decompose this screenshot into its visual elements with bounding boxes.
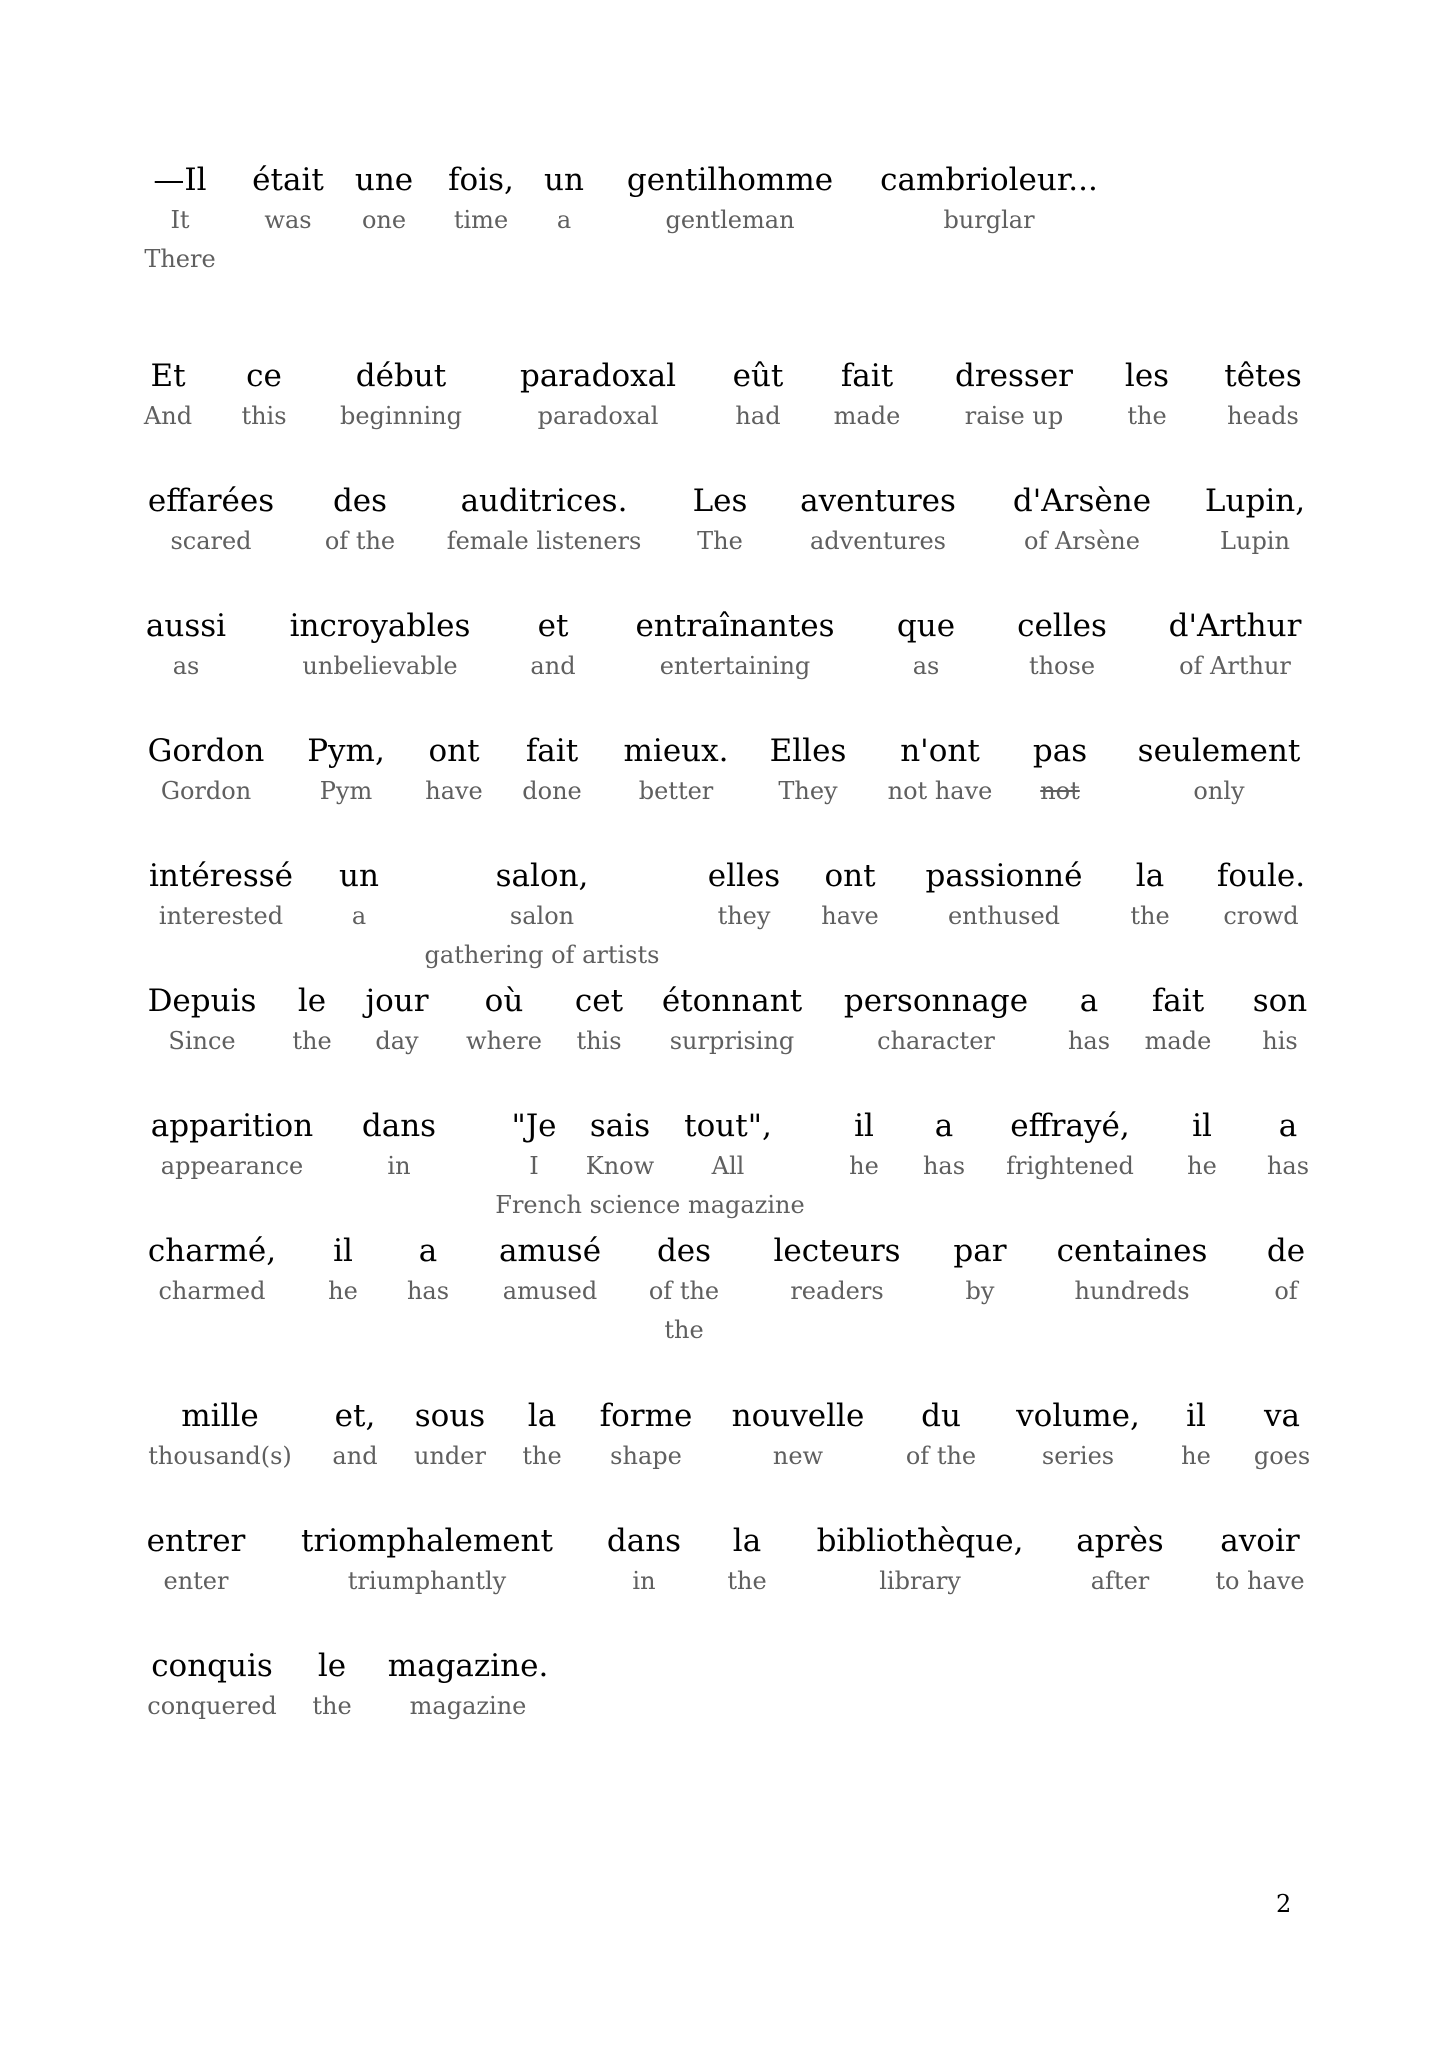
french-word: pas [1032,733,1088,769]
english-gloss: the [1130,902,1170,930]
word-pair [1024,731,1096,811]
french-word: entraînantes [635,608,835,644]
english-gloss: this [576,1027,622,1055]
word-pair [286,981,338,1061]
english-gloss: not have [887,777,993,805]
french-word: Et [150,358,186,394]
french-word: effarées [147,483,275,519]
english-gloss: has [1266,1152,1310,1180]
french-word: la [732,1523,762,1559]
french-word: incroyables [289,608,471,644]
word-pair [880,606,972,686]
word-pair [440,160,522,240]
english-gloss: The [697,527,743,555]
french-word: avoir [1220,1523,1300,1559]
french-word: ont [428,733,480,769]
english-gloss-alt: There [144,245,216,273]
english-gloss: made [1144,1027,1212,1055]
word-pair [328,856,390,936]
word-pair [1256,1106,1320,1186]
word-pair [140,856,302,936]
english-gloss: and [332,1442,378,1470]
english-gloss: goes [1253,1442,1311,1470]
french-word: dans [606,1523,682,1559]
french-word: du [921,1398,961,1434]
french-word: intéressé [148,858,293,894]
french-word: et [537,608,569,644]
french-word: sais [589,1108,651,1144]
english-gloss: after [1090,1567,1150,1595]
french-word: Pym, [307,733,385,769]
word-pair [510,1396,574,1476]
word-pair [140,1521,252,1601]
french-word: Gordon [147,733,265,769]
french-word: le [297,983,327,1019]
french-word: a [934,1108,954,1144]
french-word: effrayé, [1010,1108,1130,1144]
english-gloss: triumphantly [347,1567,507,1595]
word-pair [412,856,672,974]
french-word: où [484,983,524,1019]
word-pair [1046,1231,1218,1311]
french-word: Depuis [147,983,257,1019]
english-gloss: I [529,1152,539,1180]
word-pair [696,856,792,936]
english-gloss: adventures [810,527,946,555]
french-word: —Il [153,162,207,198]
word-pair [896,1396,986,1476]
word-pair [672,1106,784,1186]
word-pair [378,1646,558,1726]
word-pair [140,481,282,561]
english-gloss: by [965,1277,995,1305]
english-gloss: only [1193,777,1245,805]
word-pair [940,1231,1020,1311]
english-gloss: this [241,402,287,430]
french-word: par [953,1233,1007,1269]
french-word: cambrioleur... [880,162,1098,198]
word-pair [1112,356,1182,436]
word-pair [140,731,272,811]
word-pair [498,1106,570,1186]
french-word: mille [181,1398,259,1434]
english-gloss: enter [163,1567,229,1595]
word-pair [1200,1521,1320,1601]
english-gloss: has [1067,1027,1111,1055]
word-pair [276,606,484,686]
word-pair [718,356,798,436]
english-gloss: frightened [1006,1152,1134,1180]
english-gloss: made [833,402,901,430]
word-pair [316,1231,370,1311]
french-word: elles [707,858,781,894]
french-word: ont [824,858,876,894]
word-pair [834,981,1038,1061]
english-gloss: paradoxal [537,402,659,430]
french-word: mieux. [623,733,729,769]
french-word: va [1264,1398,1300,1434]
english-gloss: he [849,1152,879,1180]
page-number: 2 [1276,1890,1292,1918]
english-gloss: he [1181,1442,1211,1470]
french-word: tout", [684,1108,772,1144]
english-gloss: surprising [669,1027,795,1055]
english-gloss: appearance [160,1152,304,1180]
french-word: conquis [151,1648,273,1684]
word-pair [242,160,334,240]
english-gloss: shape [610,1442,682,1470]
word-pair [944,356,1084,436]
word-pair [298,731,394,811]
french-word: foule. [1216,858,1306,894]
english-gloss: of the [648,1277,720,1305]
word-pair [1062,1521,1178,1601]
word-pair [1244,1396,1320,1476]
word-pair [590,1396,702,1476]
word-pair [1190,481,1320,561]
french-word: il [333,1233,353,1269]
english-gloss: time [453,206,509,234]
french-word: nouvelle [731,1398,865,1434]
french-word: un [544,162,584,198]
english-gloss: enthused [947,902,1061,930]
word-pair [304,1646,360,1726]
french-word: dresser [955,358,1073,394]
word-pair [396,1231,460,1311]
word-pair [596,1521,692,1601]
word-pair [996,1106,1144,1186]
word-pair [810,856,890,936]
word-pair [436,481,652,561]
english-gloss: day [375,1027,419,1055]
word-pair [1150,606,1320,686]
english-gloss-struck: not [1040,777,1080,805]
gloss-note [470,1186,830,1224]
english-gloss: charmed [158,1277,266,1305]
word-pair [140,1231,284,1311]
word-pair [418,731,490,811]
english-gloss: thousand(s) [148,1442,292,1470]
word-pair [1120,731,1318,811]
word-pair [518,606,588,686]
french-word: paradoxal [519,358,676,394]
french-word: aussi [145,608,227,644]
english-gloss: of the [905,1442,977,1470]
word-pair [912,856,1096,936]
english-gloss: those [1028,652,1096,680]
word-pair [822,356,912,436]
word-pair [1202,856,1320,936]
english-gloss: the [1127,402,1167,430]
word-pair [140,981,264,1061]
word-pair [762,1231,912,1311]
word-pair [1176,1106,1228,1186]
word-pair [1002,606,1122,686]
french-word: ce [246,358,282,394]
word-pair [1058,981,1120,1061]
french-word: fois, [448,162,514,198]
french-word: amusé [498,1233,602,1269]
english-gloss: series [1041,1442,1115,1470]
word-pair [840,1106,888,1186]
english-gloss: have [425,777,483,805]
word-pair [760,731,856,811]
french-word: eût [732,358,784,394]
word-pair [878,731,1002,811]
french-word: une [354,162,414,198]
word-pair [578,1106,662,1186]
english-gloss: done [522,777,582,805]
english-gloss: where [466,1027,542,1055]
english-gloss: All [711,1152,745,1180]
word-pair [1208,356,1318,436]
french-word: il [1186,1398,1206,1434]
french-word: après [1076,1523,1164,1559]
french-word: n'ont [900,733,980,769]
english-gloss: They [778,777,838,805]
word-pair [718,1396,878,1476]
french-word: il [854,1108,874,1144]
english-gloss: hundreds [1074,1277,1190,1305]
english-gloss: has [406,1277,450,1305]
word-pair [140,1396,300,1476]
english-gloss: Gordon [160,777,252,805]
french-word: magazine. [387,1648,549,1684]
word-pair [350,1106,448,1186]
french-word: fait [840,358,894,394]
french-word: salon, [495,858,589,894]
french-word: bibliothèque, [816,1523,1024,1559]
english-gloss: unbelievable [302,652,458,680]
word-pair [800,1521,1040,1601]
english-gloss: the [292,1027,332,1055]
french-word: gentilhomme [626,162,834,198]
french-word: volume, [1016,1398,1140,1434]
word-pair [636,1231,732,1349]
french-word: celles [1017,608,1107,644]
french-word: la [527,1398,557,1434]
english-gloss: as [172,652,200,680]
english-gloss: of the [324,527,396,555]
english-gloss: burglar [943,206,1035,234]
word-pair [458,981,550,1061]
word-pair [232,356,296,436]
english-gloss-alt: gathering of artists [424,941,660,969]
french-word: son [1252,983,1308,1019]
word-pair [140,1106,324,1186]
word-pair [348,160,420,240]
word-pair [1252,1231,1320,1311]
french-word: a [418,1233,438,1269]
english-gloss: beginning [339,402,462,430]
french-word: des [332,483,388,519]
english-gloss: Lupin [1220,527,1290,555]
french-word: cet [574,983,624,1019]
french-word: fait [525,733,579,769]
french-word: la [1135,858,1165,894]
english-gloss: of [1274,1277,1298,1305]
word-pair [1136,981,1220,1061]
word-pair [506,356,690,436]
word-pair [566,981,632,1061]
english-gloss: entertaining [659,652,811,680]
english-gloss: Pym [319,777,373,805]
french-word: lecteurs [773,1233,901,1269]
french-word: a [1278,1108,1298,1144]
english-gloss: of Arsène [1024,527,1140,555]
english-gloss: gentleman [665,206,795,234]
word-pair [912,1106,976,1186]
french-word: que [896,608,956,644]
word-pair [1000,481,1164,561]
word-pair [140,160,220,278]
english-gloss: interested [158,902,284,930]
english-gloss: he [1187,1152,1217,1180]
english-gloss: he [328,1277,358,1305]
word-pair [788,481,968,561]
english-gloss: character [877,1027,995,1055]
french-word: les [1124,358,1170,394]
french-word: entrer [146,1523,246,1559]
french-word: centaines [1056,1233,1208,1269]
word-pair [610,160,850,240]
english-gloss: It [170,206,190,234]
french-word: d'Arsène [1012,483,1152,519]
word-pair [864,160,1114,240]
english-gloss: crowd [1223,902,1299,930]
english-gloss-alt: the [664,1316,704,1344]
english-gloss: raise up [964,402,1064,430]
english-gloss: of Arthur [1179,652,1291,680]
english-gloss: readers [790,1277,884,1305]
word-pair [536,160,592,240]
english-gloss-note: French science magazine [495,1191,805,1219]
english-gloss: to have [1215,1567,1305,1595]
word-pair [488,1231,612,1311]
french-word: jour [365,983,429,1019]
french-word: Lupin, [1204,483,1306,519]
english-gloss: in [632,1567,656,1595]
english-gloss: Know [585,1152,655,1180]
word-pair [510,731,594,811]
word-pair [716,1521,778,1601]
word-pair [330,356,472,436]
french-word: il [1192,1108,1212,1144]
english-gloss: the [312,1692,352,1720]
english-gloss: library [879,1567,961,1595]
english-gloss: Since [168,1027,236,1055]
english-gloss: salon [509,902,575,930]
word-pair [650,981,814,1061]
english-gloss: female listeners [446,527,642,555]
french-word: a [1079,983,1099,1019]
french-word: forme [599,1398,693,1434]
french-word: fait [1151,983,1205,1019]
english-gloss: has [922,1152,966,1180]
english-gloss: as [912,652,940,680]
french-word: dans [361,1108,437,1144]
word-pair [406,1396,494,1476]
french-word: aventures [800,483,956,519]
french-word: un [339,858,379,894]
french-word: était [252,162,324,198]
english-gloss: better [638,777,714,805]
french-word: étonnant [661,983,803,1019]
word-pair [312,481,408,561]
english-gloss: have [821,902,879,930]
french-word: têtes [1224,358,1302,394]
word-pair [320,1396,390,1476]
word-pair [614,731,738,811]
english-gloss: new [772,1442,824,1470]
word-pair [620,606,850,686]
english-gloss: the [727,1567,767,1595]
word-pair [138,356,198,436]
english-gloss: and [530,652,576,680]
word-pair [138,606,234,686]
french-word: personnage [843,983,1029,1019]
english-gloss: under [414,1442,486,1470]
english-gloss: had [735,402,781,430]
word-pair [1004,1396,1152,1476]
word-pair [1118,856,1182,936]
word-pair [1168,1396,1224,1476]
english-gloss: heads [1227,402,1299,430]
french-word: Les [692,483,748,519]
word-pair [1240,981,1320,1061]
word-pair [356,981,438,1061]
english-gloss: a [556,206,572,234]
french-word: le [317,1648,347,1684]
english-gloss: the [522,1442,562,1470]
french-word: d'Arthur [1168,608,1302,644]
word-pair [684,481,756,561]
english-gloss: magazine [409,1692,527,1720]
english-gloss: was [264,206,312,234]
english-gloss: conquered [147,1692,277,1720]
french-word: passionné [925,858,1083,894]
french-word: triomphalement [301,1523,553,1559]
word-pair [140,1646,284,1726]
english-gloss: they [717,902,771,930]
english-gloss: And [143,402,193,430]
french-word: apparition [150,1108,314,1144]
english-gloss: his [1262,1027,1298,1055]
french-word: Elles [769,733,847,769]
french-word: sous [414,1398,486,1434]
english-gloss: one [361,206,407,234]
french-word: début [355,358,447,394]
french-word: seulement [1137,733,1301,769]
english-gloss: scared [170,527,252,555]
french-word: "Je [511,1108,557,1144]
french-word: charmé, [147,1233,277,1269]
english-gloss: a [351,902,367,930]
french-word: auditrices. [460,483,628,519]
word-pair [290,1521,564,1601]
french-word: de [1266,1233,1306,1269]
english-gloss: amused [502,1277,598,1305]
french-word: des [656,1233,712,1269]
french-word: et, [334,1398,376,1434]
english-gloss: in [387,1152,411,1180]
